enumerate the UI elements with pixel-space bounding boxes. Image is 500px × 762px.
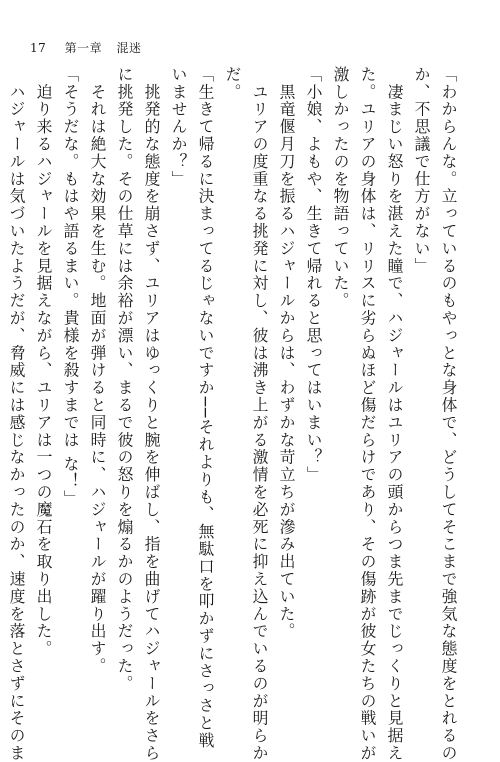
text-line: 激しかったのを物語っていた。 xyxy=(331,66,350,310)
text-line: た。ユリアの身体は、リリスに劣らぬほど傷だらけであり、その傷跡が彼女たちの戦いが xyxy=(358,66,377,762)
text-line: か、不思議で仕方がない」 xyxy=(412,66,431,275)
chapter-label: 第一章 xyxy=(64,41,103,55)
text-line: 迫り来るハジャールを見据えながら、ユリアは一つの魔石を取り出した。 xyxy=(34,66,53,658)
text-line: 「小娘、よもや、生きて帰れると思ってはいまい？」 xyxy=(304,66,323,484)
text-line: それは絶大な効果を生む。地面が弾けると同時に、ハジャールが躍り出す。 xyxy=(88,66,107,675)
text-line: いませんか？」 xyxy=(169,66,188,188)
running-head xyxy=(30,39,141,56)
text-line: に挑発した。その仕草には余裕が漂い、まるで彼の怒りを煽るかのようだった。 xyxy=(115,66,134,693)
text-line: 黒竜偃月刀を振るハジャールからは、わずかな苛立ちが滲み出ていた。 xyxy=(277,66,296,641)
text-line: ユリアの度重なる挑発に対し、彼は沸き上がる激情を必死に抑え込んでいるのが明らか xyxy=(250,66,269,762)
text-line: 凄まじい怒りを湛えた瞳で、ハジャールはユリアの頭からつま先までじっくりと見据え xyxy=(385,66,404,762)
text-line: ハジャールは気づいたようだが、脅威には感じなかったのか、速度を落とさずにそのま xyxy=(7,66,26,762)
text-line: 「生きて帰るに決まってるじゃないですか──それよりも、無駄口を叩かずにさっさと戦 xyxy=(196,66,215,750)
text-line: 挑発的な態度を崩さず、ユリアはゆっくりと腕を伸ばし、指を曲げてハジャールをさら xyxy=(142,66,161,762)
chapter-title: 混迷 xyxy=(116,41,142,55)
text-line: 「わからんな。立っているのもやっとな身体で、どうしてそこまで強気な態度をとれるの xyxy=(439,66,458,762)
page-number: 17 xyxy=(30,41,47,55)
text-line: だ。 xyxy=(223,66,242,101)
vertical-body-text xyxy=(7,66,462,762)
text-line: 「そうだな。もはや語るまい。貴様を殺すまでは な！」 xyxy=(61,66,80,508)
